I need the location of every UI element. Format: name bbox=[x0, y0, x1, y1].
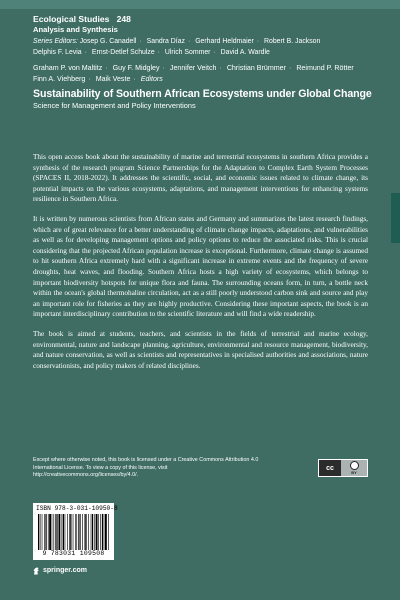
barcode-bar bbox=[63, 514, 64, 550]
barcode-bar bbox=[96, 514, 98, 550]
barcode-bar bbox=[92, 514, 93, 550]
blurb-paragraph-2: It is written by numerous scientists from African states and Germany and summarizes the latest research findings, which are of great relevance for a better understanding of climate change impacts, adaptations, and vulnerabilities as well as for developing management options and policy options to reduce the associated risks. This is crucial considering that the projected African population increase is exceptional. Furthermore, climate change is assumed to hit southern Africa extremely hard with a significant increase in extreme events and the frequency of severe droughts, heat waves, and flooding. Southern Africa hosts a high variety of ecosystems, which belongs to important biodiversity hotspots for unique flora and fauna. The surrounding oceans form, in turn, a bottle neck within the ocean's global thermohaline circulation, act as a still poorly understood carbon sink and source and play an important role for fisheries as they are highly productive. Considering these important aspects, the book is an important interdisciplinary contribution to the scientific literature and will find a wide readership. bbox=[33, 214, 368, 319]
top-strip bbox=[0, 0, 400, 9]
series-editors-row-1: Series Editors: Josep G. Canadell · Sandra Díaz · Gerhard Heldmaier · Robert B. Jackson bbox=[33, 38, 321, 45]
volume-editors bbox=[33, 63, 383, 85]
volume-editor: Guy F. Midgley bbox=[112, 64, 160, 72]
series-header bbox=[33, 14, 383, 111]
barcode-bar bbox=[65, 514, 66, 550]
series-editor: Robert B. Jackson bbox=[264, 38, 321, 45]
barcode-bar bbox=[42, 514, 43, 550]
by-label: BY bbox=[351, 470, 357, 475]
barcode-bar bbox=[85, 514, 86, 550]
series-editor: Ernst-Detlef Schulze bbox=[91, 49, 155, 56]
volume-editors-row-1: Graham P. von Maltitz · Guy F. Midgley · Jennifer Veitch · Christian Brümmer · Reimund P. Rötter bbox=[33, 64, 354, 72]
barcode bbox=[33, 503, 118, 560]
series-editor: Delphis F. Levia bbox=[33, 49, 82, 56]
cc-logo-icon: cc bbox=[319, 460, 341, 476]
barcode-bar bbox=[49, 514, 51, 550]
barcode-bar bbox=[105, 514, 107, 550]
barcode-bar bbox=[78, 514, 79, 550]
volume-editor: Reimund P. Rötter bbox=[296, 64, 354, 72]
person-icon bbox=[350, 461, 359, 470]
license-text: Except where otherwise noted, this book is licensed under a Creative Commons Attribution 4.0 International License. To view a copy of this license, visit http://creativecommons.org/licenses/by/4.0/. bbox=[33, 457, 259, 479]
barcode-bar bbox=[70, 514, 71, 550]
barcode-bar bbox=[40, 514, 41, 550]
volume-editor: Christian Brümmer bbox=[226, 64, 286, 72]
barcode-bar bbox=[55, 514, 56, 550]
side-color-tab bbox=[391, 193, 400, 243]
volume-editor: Maik Veste bbox=[95, 75, 131, 83]
barcode-bar bbox=[104, 514, 105, 550]
series-editor: Josep G. Canadell bbox=[79, 38, 137, 45]
book-subtitle: Science for Management and Policy Interventions bbox=[33, 101, 196, 110]
barcode-bars-icon bbox=[38, 514, 109, 550]
barcode-bar bbox=[108, 514, 109, 550]
barcode-bar bbox=[45, 514, 46, 550]
barcode-bar bbox=[75, 514, 76, 550]
book-title: Sustainability of Southern African Ecosystems under Global Change bbox=[33, 88, 372, 100]
blurb-paragraph-1: This open access book about the sustainability of marine and terrestrial ecosystems in southern Africa provides a synthesis of the research program Science Partnerships for the Adaptation to Complex Earth System Processes (SPACES II, 2018-2022). It addresses the scientific, social, and economic issues related to climate change, its potential impacts on the various ecosystems, adaptations, and management interventions for enhancing systems resilience in Southern Africa. bbox=[33, 153, 368, 204]
barcode-bar bbox=[76, 514, 77, 550]
barcode-bar bbox=[58, 514, 60, 550]
cc-by-badge-icon[interactable] bbox=[318, 459, 368, 477]
barcode-bar bbox=[86, 514, 87, 550]
by-attribution-icon bbox=[341, 460, 367, 476]
series-editor: David A. Wardle bbox=[220, 49, 270, 56]
series-editors-row-2: Delphis F. Levia · Ernst-Detlef Schulze · Ulrich Sommer · David A. Wardle bbox=[33, 49, 270, 56]
barcode-digits: 9 783031 109508 bbox=[42, 550, 105, 557]
barcode-bar bbox=[48, 514, 49, 550]
blurb bbox=[33, 152, 368, 380]
volume-editors-label: Editors bbox=[140, 75, 163, 83]
barcode-bar bbox=[88, 514, 89, 550]
license-section bbox=[33, 457, 368, 497]
series-editor: Sandra Díaz bbox=[146, 38, 185, 45]
barcode-bar bbox=[57, 514, 58, 550]
series-subtitle: Analysis and Synthesis bbox=[33, 25, 118, 34]
publisher-url-text[interactable]: springer.com bbox=[43, 567, 87, 574]
barcode-bar bbox=[52, 514, 53, 550]
volume-editor: Jennifer Veitch bbox=[169, 64, 217, 72]
barcode-bar bbox=[54, 514, 55, 550]
series-editor: Ulrich Sommer bbox=[164, 49, 211, 56]
publisher-link[interactable] bbox=[33, 566, 87, 575]
barcode-bar bbox=[38, 514, 39, 550]
barcode-bar bbox=[67, 514, 68, 550]
barcode-bar bbox=[73, 514, 74, 550]
barcode-bar bbox=[98, 514, 99, 550]
barcode-bar bbox=[100, 514, 101, 550]
series-editors-label: Series Editors: bbox=[33, 38, 78, 45]
barcode-bar bbox=[94, 514, 95, 550]
barcode-bar bbox=[69, 514, 70, 550]
isbn-text: ISBN 978-3-031-10950-8 bbox=[36, 505, 118, 512]
series-editors bbox=[33, 36, 383, 58]
volume-editors-row-2: Finn A. Viehberg · Maik Veste · Editors bbox=[33, 75, 163, 83]
blurb-paragraph-3: The book is aimed at students, teachers, and scientists in the fields of terrestrial and marine ecology, environmental, nature and landscape planning, agriculture, environmental and resource management, biodiversity, and nature conservation, as well as scientists and representatives in specialised authorities and associations, nature conservationists, and policy makers of related disciplines. bbox=[33, 329, 368, 370]
volume-editor: Finn A. Viehberg bbox=[33, 75, 86, 83]
series-name: Ecological Studies 248 bbox=[33, 14, 131, 24]
series-editor: Gerhard Heldmaier bbox=[195, 38, 254, 45]
barcode-bar bbox=[62, 514, 63, 550]
barcode-bar bbox=[82, 514, 83, 550]
barcode-bar bbox=[44, 514, 45, 550]
springer-horse-icon bbox=[33, 567, 40, 575]
volume-editor: Graham P. von Maltitz bbox=[33, 64, 103, 72]
barcode-bar bbox=[80, 514, 81, 550]
barcode-bar bbox=[102, 514, 103, 550]
barcode-bar bbox=[91, 514, 92, 550]
